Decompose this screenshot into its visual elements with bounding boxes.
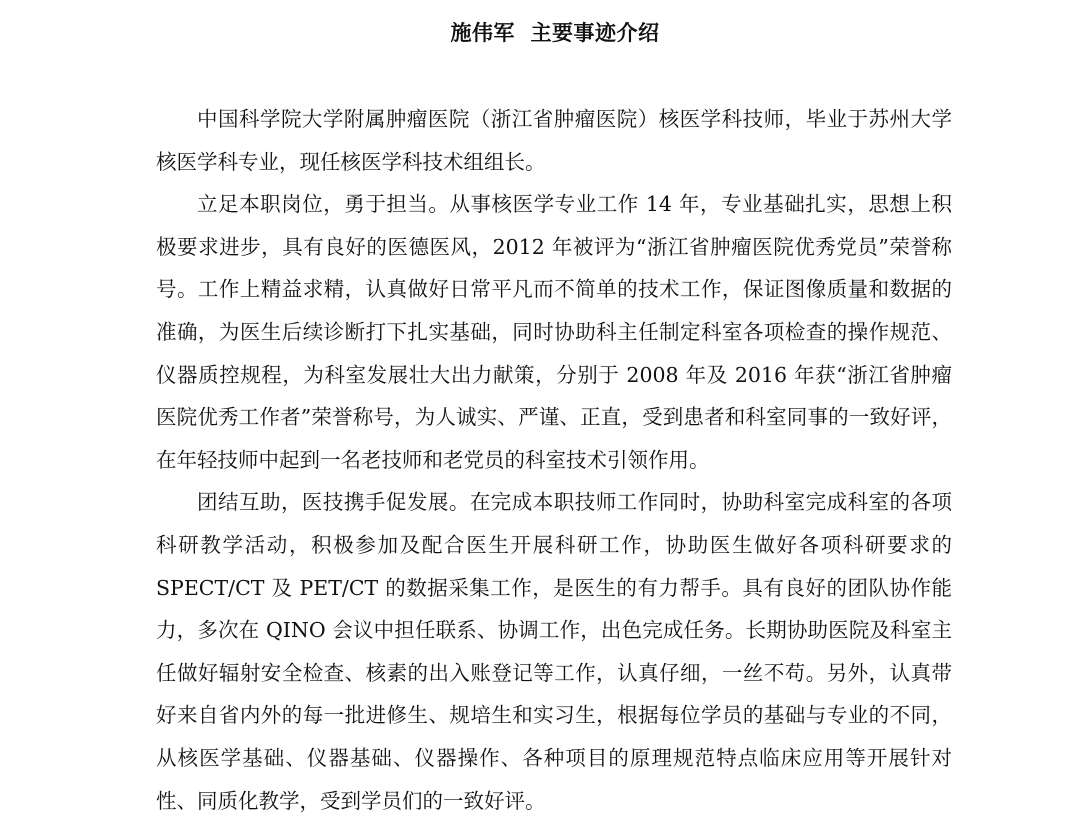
- paragraph-intro: 中国科学院大学附属肿瘤医院（浙江省肿瘤医院）核医学科技师，毕业于苏州大学核医学科专业，现任核医学科技术组组长。: [156, 107, 952, 174]
- paragraph-teamwork: 团结互助，医技携手促发展。在完成本职技师工作同时，协助科室完成科室的各项科研教学活动，积极参加及配合医生开展科研工作，协助医生做好各项科研要求的 SPECT/CT 及 PET/CT 的数据采集工作，是医生的有力帮手。具有良好的团队协作能力，多次在 QINO 会议中担任联系、协调工作，出色完成任务。长期协助医院及科室主任做好辐射安全检查、核素的出入账登记等工作，认真仔细，一丝不苟。另外，认真带好来自省内外的每一批进修生、规培生和实习生，根据每位学员的基础与专业的不同，从核医学基础、仪器基础、仪器操作、各种项目的原理规范特点临床应用等开展针对性、同质化教学，受到学员们的一致好评。: [156, 490, 952, 813]
- document-body: [156, 98, 952, 822]
- document-title: 施伟军 主要事迹介绍: [450, 20, 660, 45]
- paragraph-duty: 立足本职岗位，勇于担当。从事核医学专业工作 14 年，专业基础扎实，思想上积极要求进步，具有良好的医德医风，2012 年被评为“浙江省肿瘤医院优秀党员”荣誉称号。工作上精益求精，认真做好日常平凡而不简单的技术工作，保证图像质量和数据的准确，为医生后续诊断打下扎实基础，同时协助科主任制定科室各项检查的操作规范、仪器质控规程，为科室发展壮大出力献策，分别于 2008 年及 2016 年获“浙江省肿瘤医院优秀工作者”荣誉称号，为人诚实、严谨、正直，受到患者和科室同事的一致好评，在年轻技师中起到一名老技师和老党员的科室技术引领作用。: [156, 192, 952, 472]
